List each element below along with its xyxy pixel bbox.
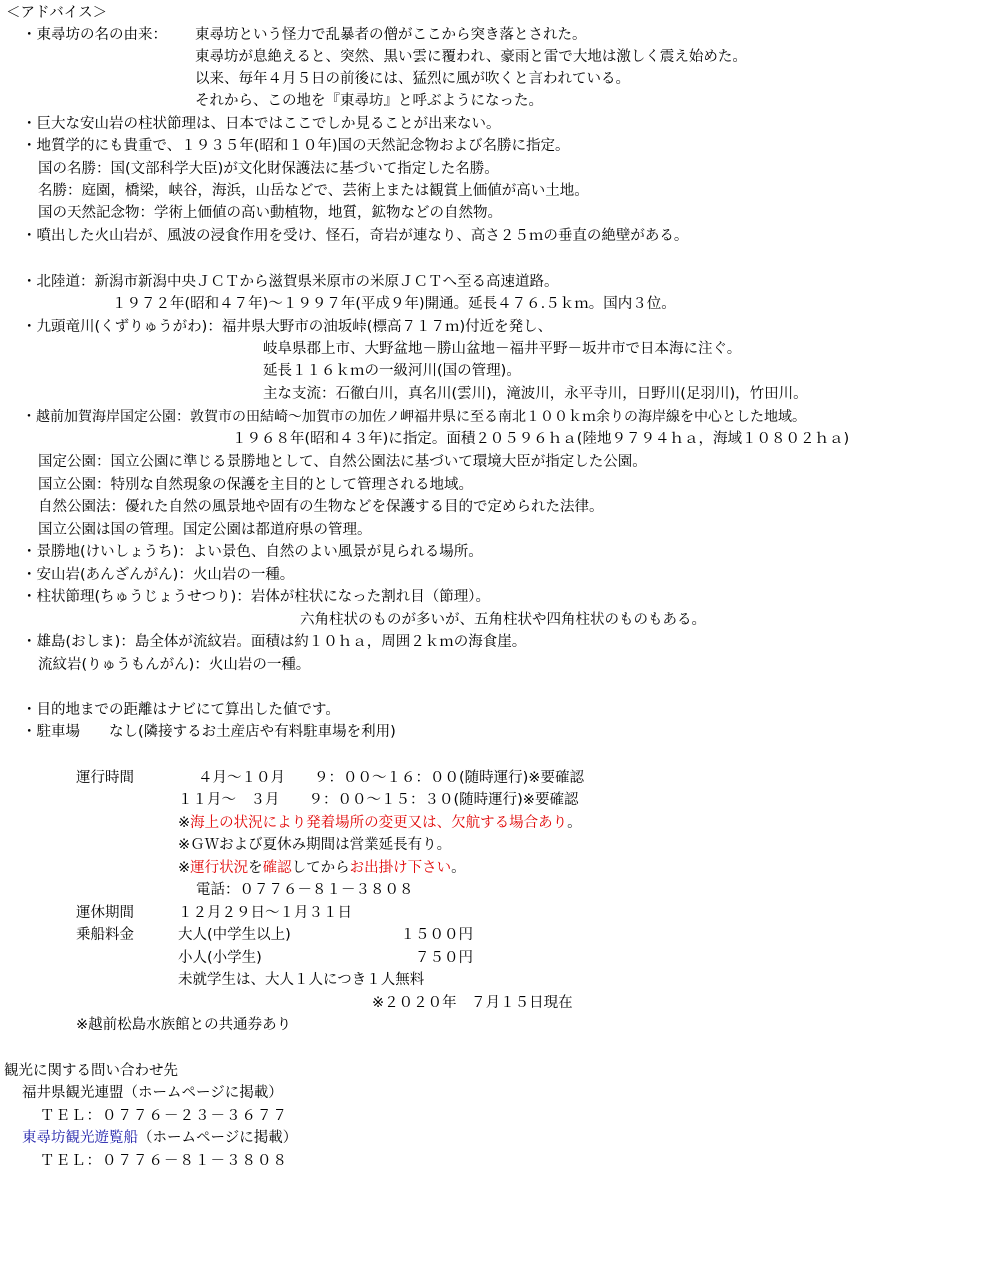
notice-period: 。 [567, 815, 582, 831]
notice-cancellation-text: 海上の状況により発着場所の変更又は、欠航する場合あり [190, 815, 568, 831]
kuzuryu-line-4: 主な支流：石徹白川，真名川(雲川)，滝波川，永平寺川，日野川(足羽川)，竹田川。 [263, 386, 808, 402]
notice-period-2: 。 [451, 860, 466, 876]
fare-adult-price: １５００円 [400, 927, 473, 943]
fare-label: 乗船料金 [76, 927, 134, 943]
kuzuryu-line-2: 岐阜県郡上市、大野盆地－勝山盆地－福井平野－坂井市で日本海に注ぐ。 [263, 341, 742, 357]
term-oshima: ・雄島(おしま)：島全体が流紋岩。面積は約１０ｈａ，周囲２ｋｍの海食崖。 [22, 634, 527, 650]
closed-label: 運休期間 [76, 905, 134, 921]
contact-heading: 観光に関する問い合わせ先 [4, 1063, 178, 1079]
geology-line-4: 国の天然記念物：学術上価値の高い動植物，地質，鉱物などの自然物。 [38, 205, 502, 221]
geology-line-3: 名勝：庭園，橋梁，峡谷，海浜，山岳などで、芸術上または観賞上価値が高い土地。 [38, 183, 589, 199]
parking-note: ・駐車場 なし(隣接するお土産店や有料駐車場を利用) [22, 724, 396, 740]
hokuriku-line-1: ・北陸道：新潟市新潟中央ＪＣＴから滋賀県米原市の米原ＪＣＴへ至る高速道路。 [22, 274, 559, 290]
origin-line-4: それから、この地を『東尋坊』と呼ぶようになった。 [195, 93, 543, 109]
advice-heading: ＜アドバイス＞ [6, 5, 108, 21]
closed-value: １２月２９日～１月３１日 [178, 905, 352, 921]
fare-child-name: 小人(小学生) [178, 950, 262, 966]
contact-org-2 [22, 1127, 297, 1149]
contact-org-1-tel: ＴＥＬ：０７７６－２３－３６７７ [40, 1108, 288, 1124]
hours-label: 運行時間 [76, 770, 134, 786]
hours-row-2: １１月～ ３月 ９：００～１５：３０(随時運行)※要確認 [178, 792, 579, 808]
notice-mark: ※ [178, 815, 191, 831]
contact-org-1-name: 福井県観光連盟 [22, 1085, 124, 1101]
contact-org-1-note: （ホームページに掲載） [123, 1085, 283, 1101]
origin-line-1: 東尋坊という怪力で乱暴者の僧がここから突き落とされた。 [195, 27, 587, 43]
notice-status-text: 運行状況 [190, 860, 249, 876]
park-line-5: 自然公園法：優れた自然の風景地や固有の生物などを保護する目的で定められた法律。 [38, 499, 604, 515]
hours-row-1: ４月～１０月 ９：００～１６：００(随時運行)※要確認 [198, 770, 584, 786]
notice-goout-text: お出掛け下さい [349, 860, 452, 876]
term-columnar-joint: ・柱状節理(ちゅうじょうせつり)：岩体が柱状になった割れ目（節理）。 [22, 589, 491, 605]
contact-org-2-name[interactable]: 東尋坊観光遊覧船 [22, 1130, 138, 1146]
kuzuryu-line-3: 延長１１６ｋｍの一級河川(国の管理)。 [263, 363, 521, 379]
notice-confirm-text: 確認 [262, 860, 292, 876]
geology-line-2: 国の名勝：国(文部科学大臣)が文化財保護法に基づいて指定した名勝。 [38, 161, 499, 177]
contact-org-2-note: （ホームページに掲載） [138, 1130, 298, 1146]
fare-note: 未就学生は、大人１人につき１人無料 [178, 972, 425, 988]
contact-org-1 [22, 1082, 283, 1104]
term-scenic: ・景勝地(けいしょうち)：よい景色、自然のよい風景が見られる場所。 [22, 544, 483, 560]
origin-line-3: 以来、毎年４月５日の前後には、猛烈に風が吹くと言われている。 [195, 71, 630, 87]
notice-cancellation [178, 812, 582, 834]
fare-adult-name: 大人(中学生以上) [178, 927, 291, 943]
hokuriku-line-2: １９７２年(昭和４７年)～１９９７年(平成９年)開通。延長４７６.５ｋｍ。国内３位。 [112, 296, 676, 312]
park-line-6: 国立公園は国の管理。国定公園は都道府県の管理。 [38, 522, 372, 538]
fare-as-of: ※２０２０年 ７月１５日現在 [372, 995, 573, 1011]
notice-particle-2: してから [291, 860, 350, 876]
geology-line-1: ・地質学的にも貴重で、１９３５年(昭和１０年)国の天然記念物および名勝に指定。 [22, 138, 570, 154]
park-line-2: １９６８年(昭和４３年)に指定。面積２０５９６ｈａ(陸地９７９４ｈａ，海域１０８０２ｈａ) [232, 431, 850, 447]
origin-line-2: 東尋坊が息絶えると、突然、黒い雲に覆われ、豪雨と雷で大地は激しく震え始めた。 [195, 49, 747, 65]
park-line-3: 国定公園：国立公園に準じる景勝地として、自然公園法に基づいて環境大臣が指定した公園。 [38, 454, 647, 470]
origin-label: ・東尋坊の名の由来： [22, 27, 167, 43]
notice-extension: ※ＧＷおよび夏休み期間は営業延長有り。 [178, 837, 452, 853]
term-andesite: ・安山岩(あんざんがん)：火山岩の一種。 [22, 567, 295, 583]
notice-check-status [178, 857, 466, 879]
distance-note: ・目的地までの距離はナビにて算出した値です。 [22, 702, 340, 718]
park-line-4: 国立公園：特別な自然現象の保護を主目的として管理される地域。 [38, 477, 473, 493]
combo-ticket-note: ※越前松島水族館との共通券あり [76, 1017, 292, 1033]
columnar-note: ・巨大な安山岩の柱状節理は、日本ではここでしか見ることが出来ない。 [22, 116, 501, 132]
notice-particle-1: を [248, 860, 263, 876]
term-columnar-joint-detail: 六角柱状のものが多いが、五角柱状や四角柱状のものもある。 [300, 612, 706, 628]
term-rhyolite: 流紋岩(りゅうもんがん)：火山岩の一種。 [38, 657, 311, 673]
park-line-1: ・越前加賀海岸国定公園：敦賀市の田結崎～加賀市の加佐ノ岬福井県に至る南北１００ｋｍ余りの海岸線を中心とした地域。 [22, 409, 806, 425]
cliff-note: ・噴出した火山岩が、風波の浸食作用を受け、怪石，奇岩が連なり、高さ２５ｍの垂直の絶壁がある。 [22, 228, 689, 244]
contact-org-2-tel: ＴＥＬ：０７７６－８１－３８０８ [40, 1153, 288, 1169]
cruise-phone: 電話：０７７６－８１－３８０８ [196, 882, 414, 898]
fare-child-price: ７５０円 [415, 950, 473, 966]
kuzuryu-line-1: ・九頭竜川(くずりゅうがわ)：福井県大野市の油坂峠(標高７１７ｍ)付近を発し、 [22, 319, 553, 335]
notice-mark-2: ※ [178, 860, 191, 876]
